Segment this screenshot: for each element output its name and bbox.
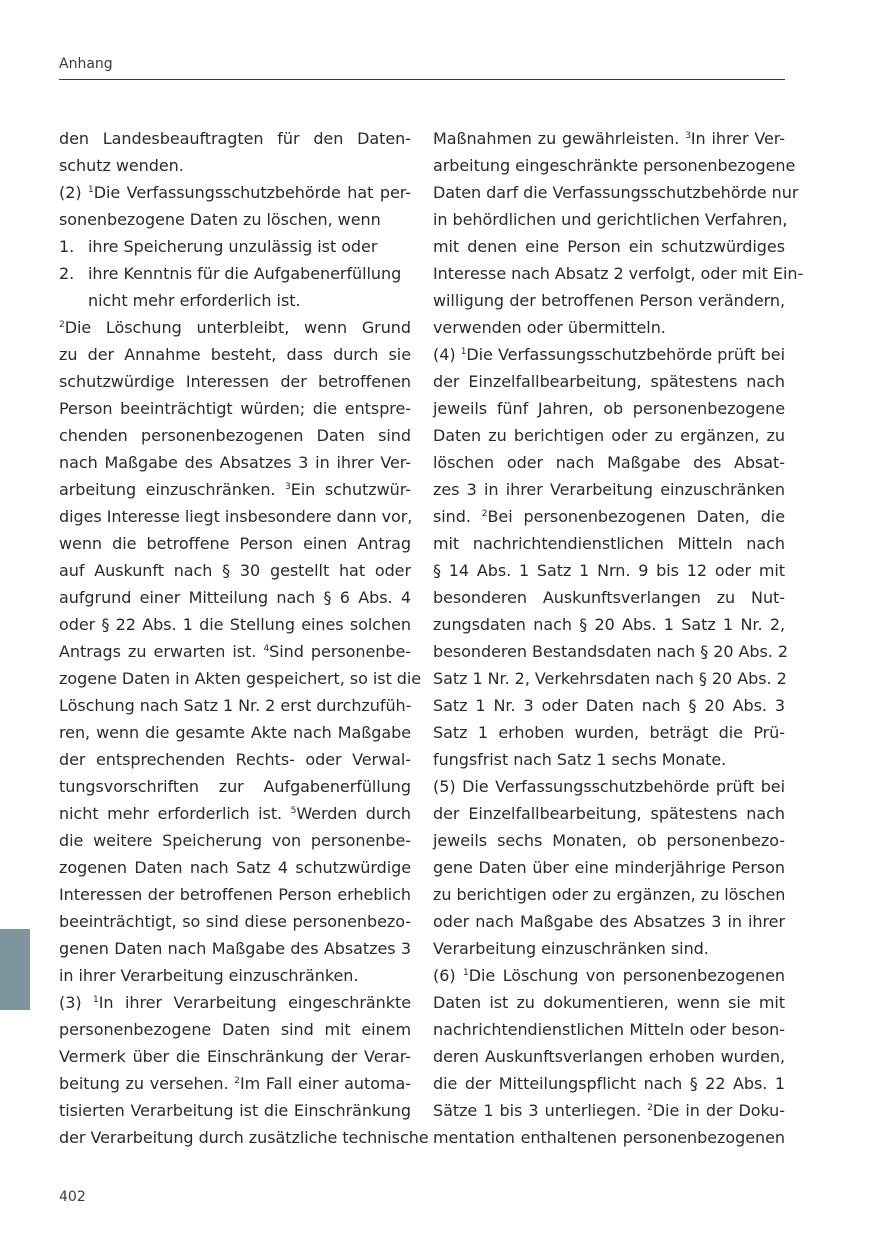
text-line [59, 557, 411, 584]
text-line [433, 314, 785, 341]
paragraph-number: (3) [59, 993, 94, 1012]
text-line [59, 773, 411, 800]
line-text: § 14 Abs. 1 Satz 1 Nrn. 9 bis 12 oder mit [433, 561, 785, 580]
left-column [59, 125, 429, 1151]
line-text: arbeitung eingeschränkte personenbezogene [433, 156, 796, 175]
sentence-number: 4 [263, 644, 270, 654]
text-line [433, 881, 785, 908]
line-text: Bei personenbezogenen Daten, die [487, 507, 785, 526]
line-text: Interesse nach Absatz 2 verfolgt, oder mit Ein- [433, 264, 804, 283]
text-line [59, 503, 411, 530]
right-column [433, 125, 804, 1151]
line-text: In ihrer Verarbeitung eingeschränkte [98, 993, 411, 1012]
line-text: zu berichtigen oder zu ergänzen, zu löschen [433, 885, 786, 904]
line-text: diges Interesse liegt insbesondere dann vor, [59, 507, 413, 526]
line-text: mentation enthaltenen personenbezogenen [433, 1128, 785, 1147]
sentence-number: 2 [647, 1103, 653, 1113]
line-text: beeinträchtigt, so sind diese personenbezo- [59, 912, 411, 931]
text-line [59, 260, 411, 287]
text-line [59, 206, 411, 233]
sentence-number: 5 [290, 806, 297, 816]
text-line [59, 179, 411, 206]
line-text: Daten ist zu dokumentieren, wenn sie mit [433, 993, 785, 1012]
text-line [433, 449, 785, 476]
line-text: beitung zu versehen. [59, 1074, 235, 1093]
line-text: in ihrer Verarbeitung einzuschränken. [59, 966, 359, 985]
line-text: Daten darf die Verfassungsschutzbehörde nur [433, 183, 799, 202]
sentence-number: 1 [93, 995, 99, 1005]
text-line [433, 260, 804, 287]
line-text: zogenen Daten nach Satz 4 schutzwürdige [59, 858, 411, 877]
line-text: tisierten Verarbeitung ist die Einschränkung [59, 1101, 411, 1120]
text-line [59, 827, 411, 854]
sentence-number: 3 [285, 482, 291, 492]
line-text: deren Auskunftsverlangen erhoben wurden, [433, 1047, 785, 1066]
line-text: jeweils fünf Jahren, ob personenbezogene [433, 399, 785, 418]
line-text: ihre Speicherung unzulässig ist oder [88, 237, 378, 256]
text-line [433, 395, 785, 422]
line-text: Verarbeitung einzuschränken sind. [433, 939, 709, 958]
text-line [433, 584, 785, 611]
text-line [433, 854, 785, 881]
text-line [433, 611, 785, 638]
running-header: Anhang [59, 56, 113, 72]
line-text: die weitere Speicherung von personenbe- [59, 831, 411, 850]
line-text: mit denen eine Person ein schutzwürdiges [433, 237, 785, 256]
line-text: arbeitung einzuschränken. [59, 480, 286, 499]
line-text: der Verarbeitung durch zusätzliche technische [59, 1128, 429, 1147]
line-text: besonderen Auskunftsverlangen zu Nut- [433, 588, 785, 607]
line-text: jeweils sechs Monaten, ob personenbezo- [433, 831, 785, 850]
text-line [433, 1016, 785, 1043]
text-line [433, 827, 785, 854]
text-line [59, 1043, 411, 1070]
line-text: der Einzelfallbearbeitung, spätestens nach [433, 804, 785, 823]
text-line [59, 908, 411, 935]
line-text: Vermerk über die Einschränkung der Verar- [59, 1047, 411, 1066]
text-line [59, 989, 411, 1016]
paragraph-number: (4) [433, 345, 461, 364]
list-number: 1. [59, 237, 75, 256]
line-text: genen Daten nach Maßgabe des Absatzes 3 [59, 939, 411, 958]
line-text: ihre Kenntnis für die Aufgabenerfüllung [88, 264, 402, 283]
sentence-number: 1 [460, 347, 467, 357]
line-text: Person beeinträchtigt würden; die entspre- [59, 399, 411, 418]
text-line [59, 449, 411, 476]
sentence-number: 2 [234, 1076, 240, 1086]
sentence-number: 2 [481, 509, 488, 519]
line-text: Im Fall einer automa- [239, 1074, 411, 1093]
text-line [433, 1070, 785, 1097]
line-text: in behördlichen und gerichtlichen Verfahren, [433, 210, 788, 229]
text-line [433, 233, 785, 260]
text-line [433, 989, 785, 1016]
text-line [59, 1124, 429, 1151]
text-line [59, 800, 411, 827]
sentence-number: 2 [59, 320, 65, 330]
text-line [433, 152, 796, 179]
line-text: nachrichtendienstlichen Mitteln oder beson- [433, 1020, 785, 1039]
sentence-number: 1 [88, 185, 94, 195]
text-line [59, 125, 411, 152]
line-text: löschen oder nach Maßgabe des Absat- [433, 453, 785, 472]
line-text: zes 3 in ihrer Verarbeitung einzuschränken [433, 480, 785, 499]
text-line [59, 314, 411, 341]
line-text: fungsfrist nach Satz 1 sechs Monate. [433, 750, 727, 769]
text-line [59, 530, 411, 557]
line-text: aufgrund einer Mitteilung nach § 6 Abs. 4 [59, 588, 411, 607]
line-text: schutzwürdige Interessen der betroffenen [59, 372, 411, 391]
line-text: wenn die betroffene Person einen Antrag [59, 534, 411, 553]
line-text: oder § 22 Abs. 1 die Stellung eines solchen [59, 615, 411, 634]
line-text: Sind personenbe- [269, 642, 411, 661]
text-line [59, 746, 411, 773]
text-line [59, 476, 411, 503]
text-line [433, 1043, 785, 1070]
line-text: Daten zu berichtigen oder zu ergänzen, zu [433, 426, 785, 445]
text-line [433, 800, 785, 827]
line-text: oder nach Maßgabe des Absatzes 3 in ihrer [433, 912, 785, 931]
text-line [433, 341, 785, 368]
line-text: Die in der Doku- [652, 1101, 785, 1120]
text-line [433, 206, 788, 233]
text-line [433, 125, 785, 152]
line-text: gene Daten über eine minderjährige Person [433, 858, 785, 877]
line-text: Maßnahmen zu gewährleisten. [433, 129, 686, 148]
line-text: Interessen der betroffenen Person erheblich [59, 885, 411, 904]
text-line [433, 368, 785, 395]
line-text: sonenbezogene Daten zu löschen, wenn [59, 210, 381, 229]
line-text: tungsvorschriften zur Aufgabenerfüllung [59, 777, 411, 796]
text-line [433, 935, 785, 962]
text-line [433, 1124, 785, 1151]
line-text: Satz 1 Nr. 3 oder Daten nach § 20 Abs. 3 [433, 696, 785, 715]
text-line [433, 773, 785, 800]
text-line [433, 530, 785, 557]
paragraph-number: (6) [433, 966, 464, 985]
text-line [59, 152, 411, 179]
text-line [59, 1097, 411, 1124]
line-text: auf Auskunft nach § 30 gestellt hat oder [59, 561, 411, 580]
text-line [433, 503, 785, 530]
text-line [59, 1070, 411, 1097]
line-text: nach Maßgabe des Absatzes 3 in ihrer Ver- [59, 453, 411, 472]
line-text: Antrags zu erwarten ist. [59, 642, 264, 661]
text-line [433, 476, 785, 503]
text-line [433, 287, 785, 314]
text-line [59, 233, 411, 260]
line-text: besonderen Bestandsdaten nach § 20 Abs. 2 [433, 642, 788, 661]
sentence-number: 3 [685, 131, 691, 141]
text-line [59, 584, 411, 611]
list-number: 2. [59, 264, 75, 283]
line-text: zungsdaten nach § 20 Abs. 1 Satz 1 Nr. 2, [433, 615, 785, 634]
sentence-number: 1 [463, 968, 469, 978]
line-text: willigung der betroffenen Person verändern, [433, 291, 785, 310]
line-text: den Landesbeauftragten für den Daten- [59, 129, 411, 148]
line-text: zu der Annahme besteht, dass durch sie [59, 345, 411, 364]
text-line [59, 881, 411, 908]
text-line [59, 935, 411, 962]
text-line [433, 1097, 785, 1124]
header-rule [59, 79, 785, 80]
text-line [433, 746, 785, 773]
line-text: chenden personenbezogenen Daten sind [59, 426, 411, 445]
text-line [433, 692, 785, 719]
text-line [433, 962, 785, 989]
paragraph-number: (2) [59, 183, 89, 202]
text-line [59, 1016, 411, 1043]
text-line [433, 638, 788, 665]
text-line [433, 557, 785, 584]
line-text: Löschung nach Satz 1 Nr. 2 erst durchzufüh- [59, 696, 412, 715]
text-line [59, 719, 411, 746]
text-line [59, 854, 411, 881]
line-text: mit nachrichtendienstlichen Mitteln nach [433, 534, 785, 553]
chapter-thumb-tab [0, 929, 30, 1010]
line-text: nicht mehr erforderlich ist. [59, 804, 291, 823]
line-text: Satz 1 Nr. 2, Verkehrsdaten nach § 20 Abs. 2 [433, 669, 787, 688]
text-line [59, 692, 411, 719]
line-text: In ihrer Ver- [690, 129, 786, 148]
text-line [59, 638, 411, 665]
line-text: personenbezogene Daten sind mit einem [59, 1020, 411, 1039]
line-text: Ein schutzwür- [290, 480, 411, 499]
line-text: Die Verfassungsschutzbehörde hat per- [93, 183, 411, 202]
line-text: der entsprechenden Rechts- oder Verwal- [59, 750, 411, 769]
line-text: Die Löschung unterbleibt, wenn Grund [64, 318, 411, 337]
text-line [59, 665, 422, 692]
line-text: die der Mitteilungspflicht nach § 22 Abs. 1 [433, 1074, 785, 1093]
line-text: Satz 1 erhoben wurden, beträgt die Prü- [433, 723, 785, 742]
line-text: Die Verfassungsschutzbehörde prüft bei [466, 345, 785, 364]
text-line [59, 341, 411, 368]
page-number: 402 [59, 1189, 86, 1205]
line-text: ren, wenn die gesamte Akte nach Maßgabe [59, 723, 411, 742]
text-line [433, 908, 785, 935]
line-text: verwenden oder übermitteln. [433, 318, 666, 337]
line-text: zogene Daten in Akten gespeichert, so ist die [59, 669, 422, 688]
line-text: Werden durch [296, 804, 411, 823]
text-line [433, 665, 785, 692]
text-line [59, 368, 411, 395]
line-text: schutz wenden. [59, 156, 184, 175]
text-line [59, 611, 411, 638]
text-line [433, 719, 785, 746]
line-text: sind. [433, 507, 482, 526]
text-line [59, 395, 411, 422]
line-text: Die Löschung von personenbezogenen [468, 966, 785, 985]
line-text: Sätze 1 bis 3 unterliegen. [433, 1101, 648, 1120]
text-line [59, 287, 411, 314]
line-text: (5) Die Verfassungsschutzbehörde prüft bei [433, 777, 785, 796]
text-line [433, 422, 785, 449]
line-text: der Einzelfallbearbeitung, spätestens nach [433, 372, 785, 391]
text-line [59, 422, 411, 449]
text-line [59, 962, 411, 989]
text-line [433, 179, 799, 206]
line-text: nicht mehr erforderlich ist. [88, 291, 301, 310]
